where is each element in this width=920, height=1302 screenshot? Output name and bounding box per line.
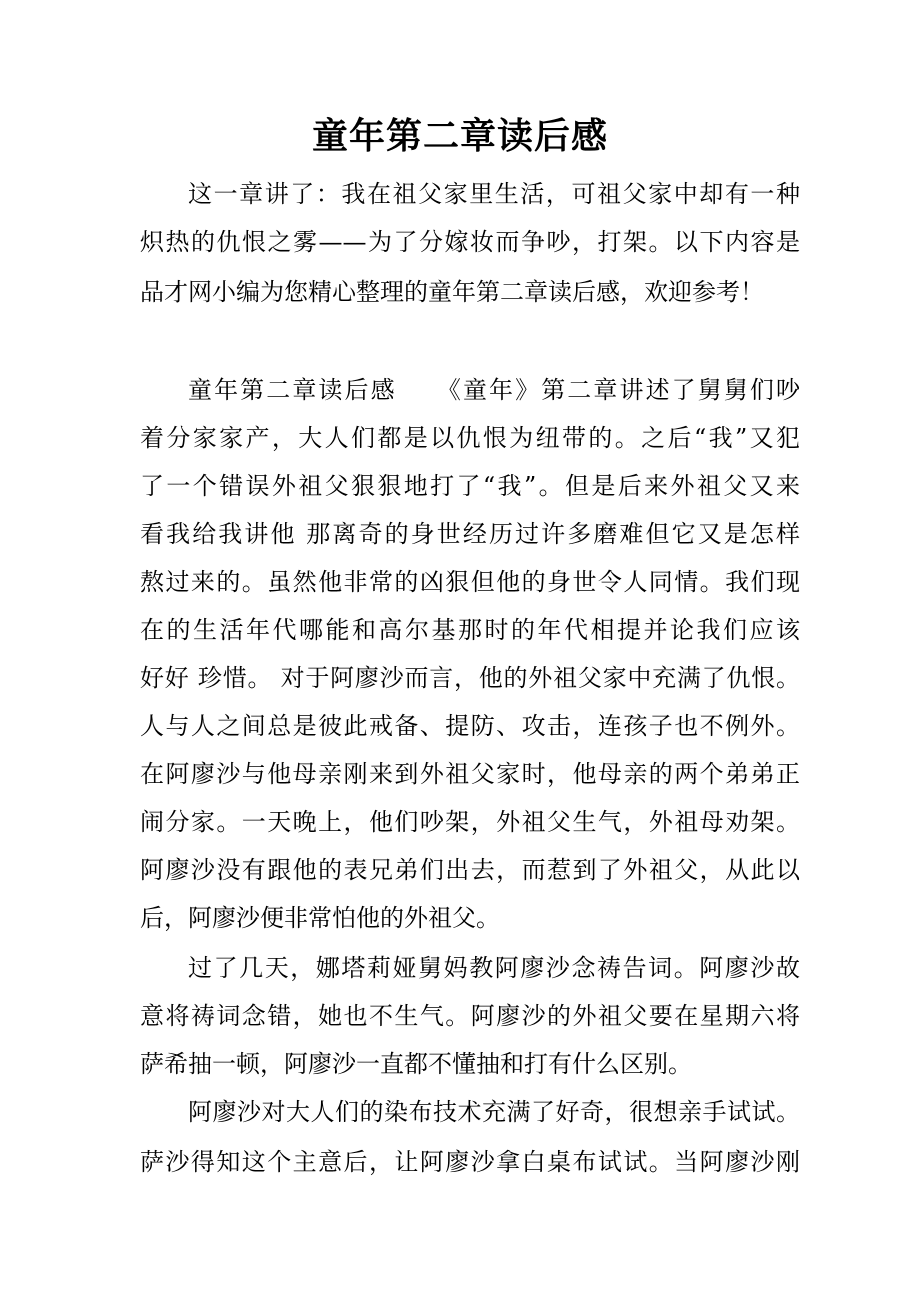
paragraph-line: 在阿廖沙与他母亲刚来到外祖父家时，他母亲的两个弟弟正 <box>140 760 800 788</box>
paragraph-line: 萨希抽一顿，阿廖沙一直都不懂抽和打有什么区别。 <box>140 1050 692 1078</box>
paragraph-line: 意将祷词念错，她也不生气。阿廖沙的外祖父要在星期六将 <box>140 1002 800 1030</box>
paragraph-line: 阿廖沙没有跟他的表兄弟们出去，而惹到了外祖父，从此以 <box>140 856 800 884</box>
paragraph-line: 人与人之间总是彼此戒备、提防、攻击，连孩子也不例外。 <box>140 712 800 740</box>
paragraph-line: 炽热的仇恨之雾——为了分嫁妆而争吵，打架。以下内容是 <box>140 228 800 256</box>
paragraph-line: 童年第二章读后感 《童年》第二章讲述了舅舅们吵 <box>188 376 800 404</box>
paragraph-line: 阿廖沙对大人们的染布技术充满了好奇，很想亲手试试。 <box>188 1098 800 1126</box>
paragraph-line: 后，阿廖沙便非常怕他的外祖父。 <box>140 904 500 932</box>
paragraph-line: 了一个错误外祖父狠狠地打了“我”。但是后来外祖父又来 <box>140 472 800 500</box>
paragraph-line: 看我给我讲他 那离奇的身世经历过许多磨难但它又是怎样 <box>140 520 800 548</box>
paragraph-line: 熬过来的。虽然他非常的凶狠但他的身世令人同情。我们现 <box>140 568 800 596</box>
paragraph-line: 好好 珍惜。 对于阿廖沙而言，他的外祖父家中充满了仇恨。 <box>140 664 800 692</box>
paragraph-line: 在的生活年代哪能和高尔基那时的年代相提并论我们应该 <box>140 616 800 644</box>
paragraph-line: 品才网小编为您精心整理的童年第二章读后感，欢迎参考！ <box>140 278 764 306</box>
paragraph-line: 这一章讲了：我在祖父家里生活，可祖父家中却有一种 <box>188 180 800 208</box>
paragraph-line: 过了几天，娜塔莉娅舅妈教阿廖沙念祷告词。阿廖沙故 <box>188 954 800 982</box>
paragraph-line: 萨沙得知这个主意后，让阿廖沙拿白桌布试试。当阿廖沙刚 <box>140 1148 800 1176</box>
paragraph-line: 着分家家产，大人们都是以仇恨为纽带的。之后“我”又犯 <box>140 424 800 452</box>
paragraph-line: 闹分家。一天晚上，他们吵架，外祖父生气，外祖母劝架。 <box>140 808 800 836</box>
document-title: 童年第二章读后感 <box>311 115 608 157</box>
